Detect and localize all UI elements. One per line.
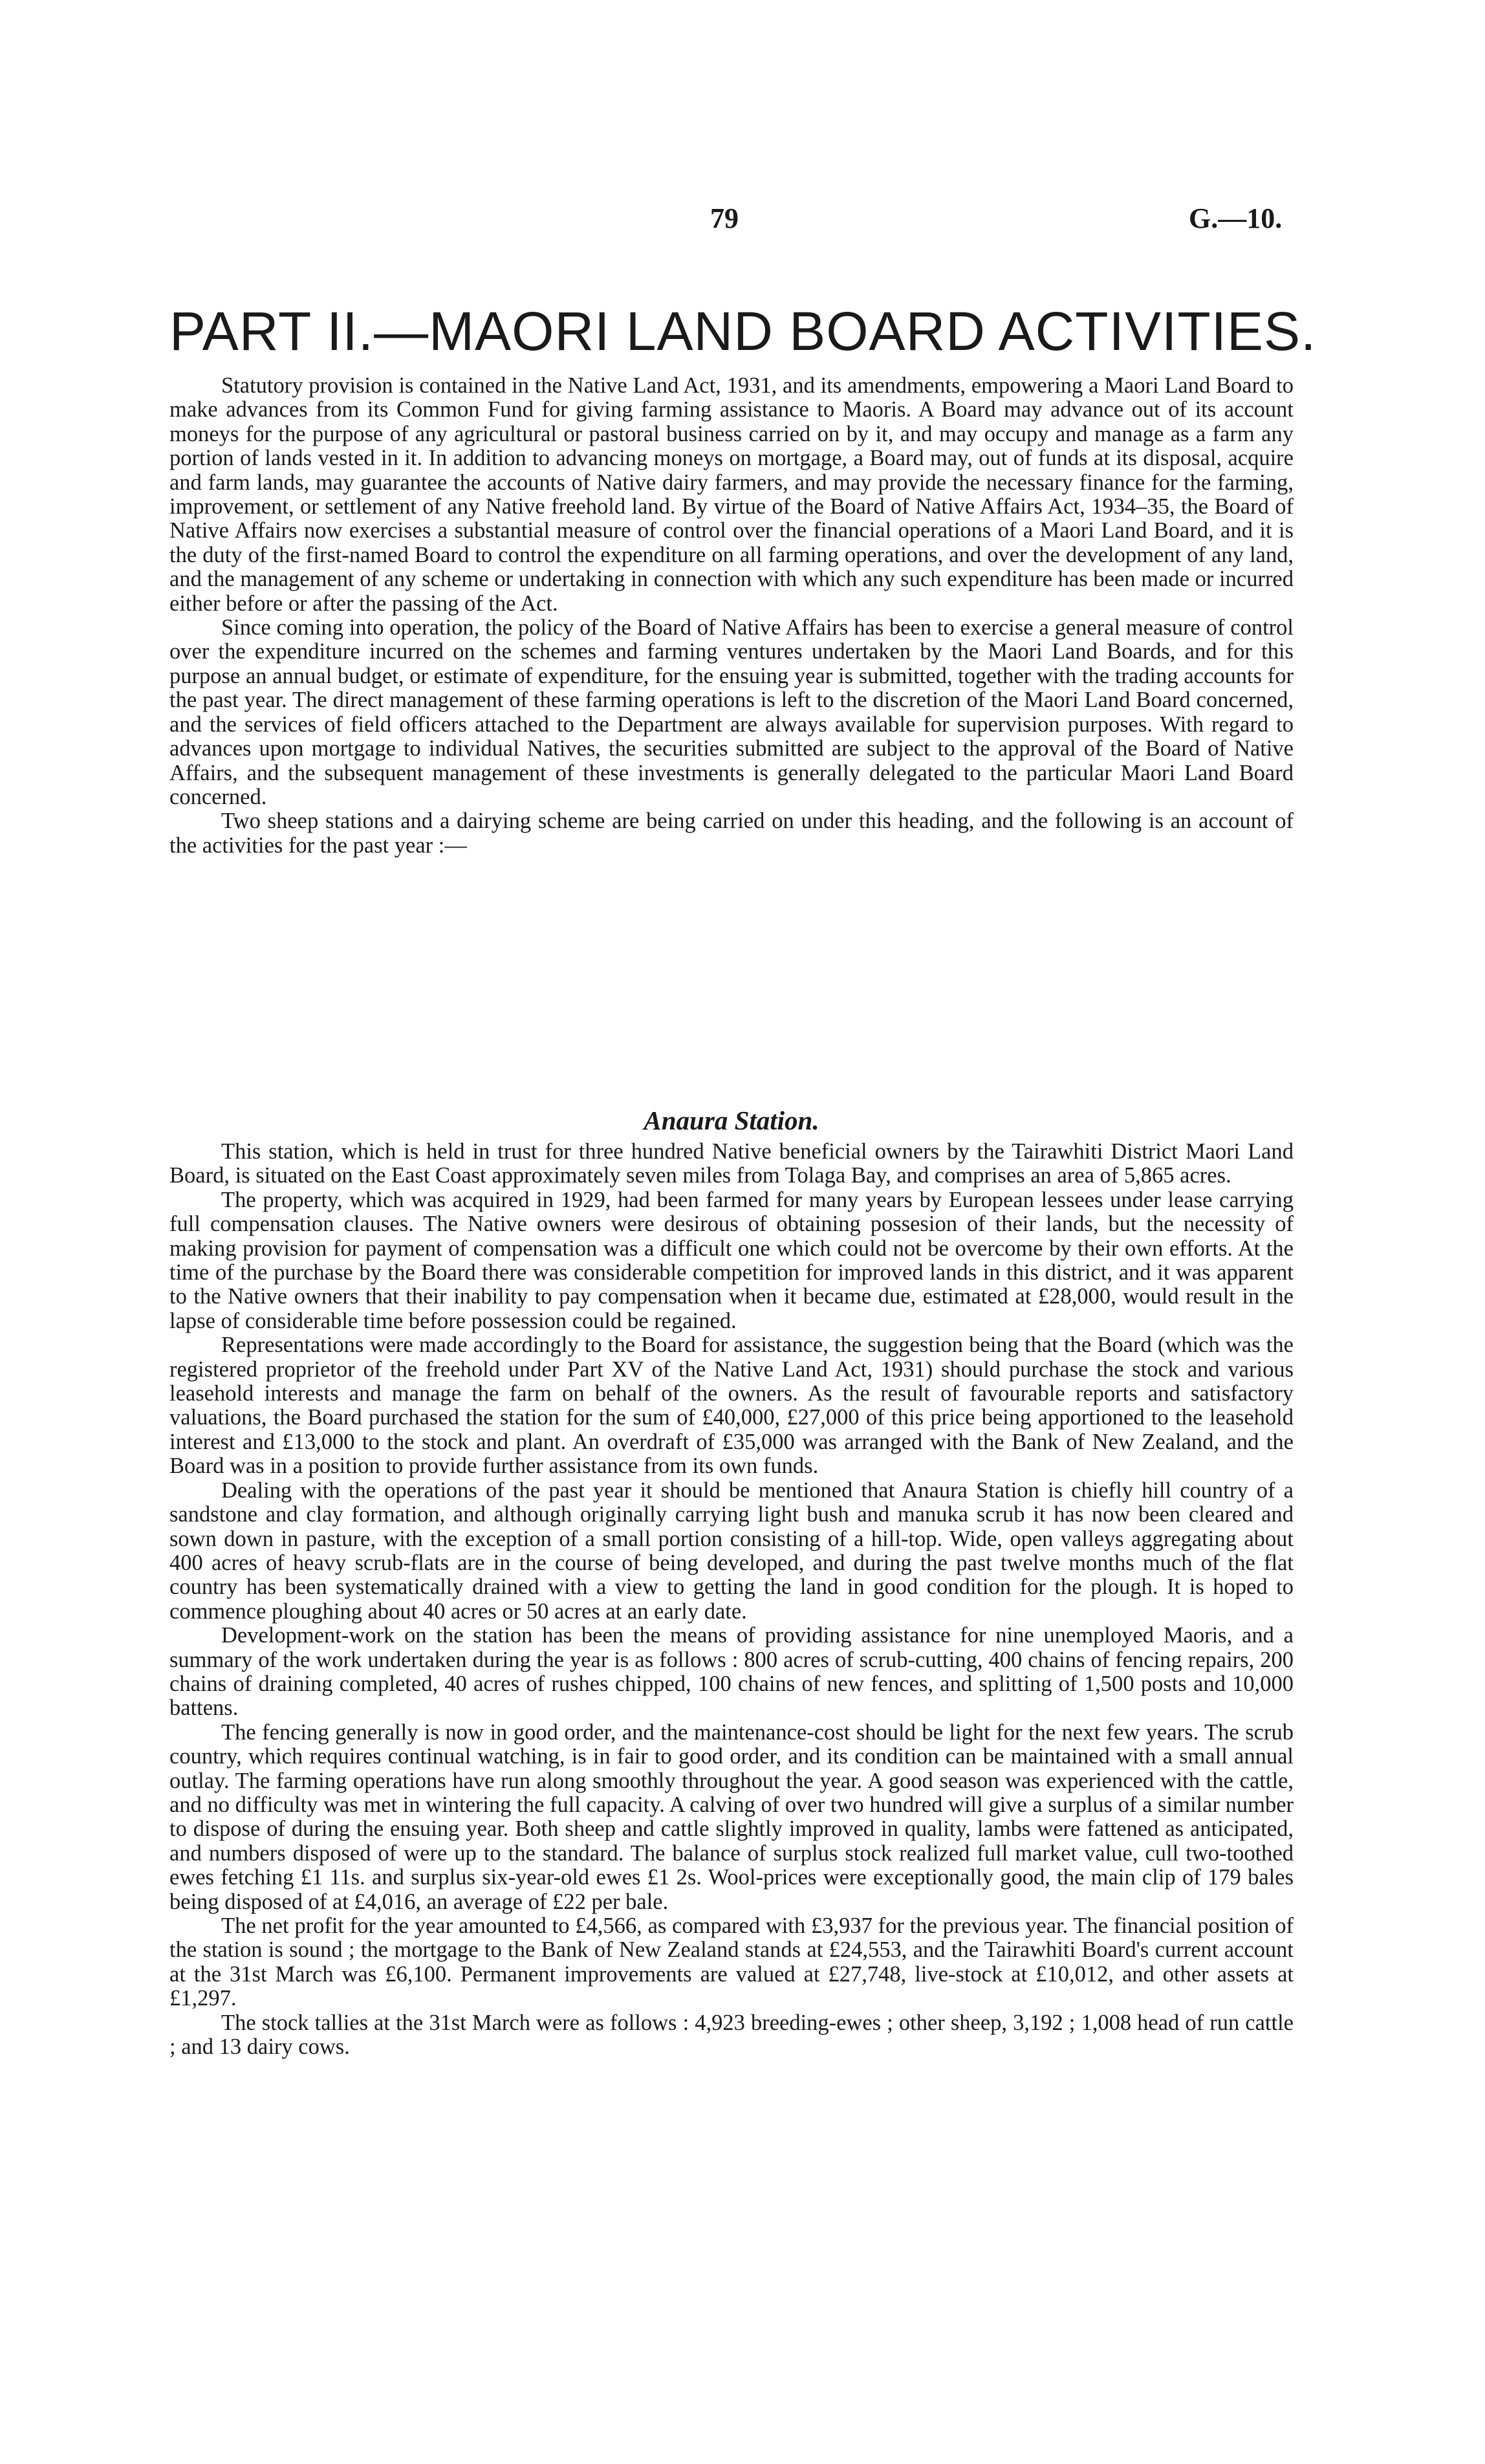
page-header	[0, 202, 1485, 247]
station-paragraph-8: The stock tallies at the 31st March were as follows : 4,923 breeding-ewes ; other sheep, 3,192 ; 1,008 head of run cattle ; and 13 dairy cows.	[169, 2010, 1294, 2060]
station-paragraph-5: Development-work on the station has been the means of providing assistance for nine unemployed Maoris, and a summary of the work undertaken during the year is as follows : 800 acres of scrub-cutting, 400 chains of fencing repairs, 200 chains of draining completed, 40 acres of rushes chipped, 100 chains of new fences, and splitting of 1,500 posts and 10,000 battens.	[169, 1623, 1294, 1721]
intro-paragraph-2: Since coming into operation, the policy of the Board of Native Affairs has been to exercise a general measure of control over the expenditure incurred on the schemes and farming ventures undertaken by the Maori Land Boards, and for this purpose an annual budget, or estimate of expenditure, for the ensuing year is submitted, together with the trading accounts for the past year. The direct management of these farming operations is left to the discretion of the Maori Land Board concerned, and the services of field officers attached to the Department are always available for supervision purposes. With regard to advances upon mortgage to individual Natives, the securities submitted are subject to the approval of the Board of Native Affairs, and the subsequent management of these investments is generally delegated to the particular Maori Land Board concerned.	[169, 615, 1294, 809]
station-paragraph-2: The property, which was acquired in 1929, had been farmed for many years by European lessees under lease carrying full compensation clauses. The Native owners were desirous of obtaining possesion of their lands, but the necessity of making provision for payment of compensation was a difficult one which could not be overcome by their own efforts. At the time of the purchase by the Board there was considerable competition for improved lands in this district, and it was apparent to the Native owners that their inability to pay compensation when it became due, estimated at £28,000, would result in the lapse of considerable time before possession could be regained.	[169, 1187, 1294, 1333]
station-paragraph-7: The net profit for the year amounted to £4,566, as compared with £3,937 for the previous year. The financial position of the station is sound ; the mortgage to the Bank of New Zealand stands at £24,553, and the Tairawhiti Board's current account at the 31st March was £6,100. Permanent improvements are valued at £27,748, live-stock at £10,012, and other assets at £1,297.	[169, 1913, 1294, 2011]
station-paragraph-1: This station, which is held in trust for three hundred Native beneficial owners by the Tairawhiti District Maori Land Board, is situated on the East Coast approximately seven miles from Tolaga Bay, and comprises an area of 5,865 acres.	[169, 1139, 1294, 1188]
intro-paragraph-1: Statutory provision is contained in the Native Land Act, 1931, and its amendments, empowering a Maori Land Board to make advances from its Common Fund for giving farming assistance to Maoris. A Board may advance out of its account moneys for the purpose of any agricultural or pastoral business carried on by it, and may occupy and manage as a farm any portion of lands vested in it. In addition to advancing moneys on mortgage, a Board may, out of funds at its disposal, acquire and farm lands, may guarantee the accounts of Native dairy farmers, and may provide the necessary finance for the farming, improvement, or settlement of any Native freehold land. By virtue of the Board of Native Affairs Act, 1934–35, the Board of Native Affairs now exercises a substantial measure of control over the financial operations of a Maori Land Board, and it is the duty of the first-named Board to control the expenditure on all farming operations, and over the development of any land, and the management of any scheme or undertaking in connection with which any such expenditure has been made or incurred either before or after the passing of the Act.	[169, 373, 1294, 616]
intro-section	[169, 374, 1294, 858]
part-title: PART II.—MAORI LAND BOARD ACTIVITIES.	[169, 301, 1317, 362]
station-paragraph-6: The fencing generally is now in good order, and the maintenance-cost should be light for the next few years. The scrub country, which requires continual watching, is in fair to good order, and its condition can be maintained with a small annual outlay. The farming operations have run along smoothly throughout the year. A good season was experienced with the cattle, and no difficulty was met in wintering the full capacity. A calving of over two hundred will give a surplus of a similar number to dispose of during the ensuing year. Both sheep and cattle slightly improved in quality, lambs were fattened as anticipated, and numbers disposed of were up to the standard. The balance of surplus stock realized full market value, cull two-toothed ewes fetching £1 11s. and surplus six-year-old ewes £1 2s. Wool-prices were exceptionally good, the main clip of 179 bales being disposed of at £4,016, an average of £22 per bale.	[169, 1719, 1294, 1914]
anaura-station-section	[169, 1104, 1294, 2059]
station-paragraph-4: Dealing with the operations of the past year it should be mentioned that Anaura Station is chiefly hill country of a sandstone and clay formation, and although originally carrying light bush and manuka scrub it has now been cleared and sown down in pasture, with the exception of a small portion consisting of a hill-top. Wide, open valleys aggregating about 400 acres of heavy scrub-flats are in the course of being developed, and during the past twelve months much of the flat country has been systematically drained with a view to getting the land in good condition for the plough. It is hoped to commence ploughing about 40 acres or 50 acres at an early date.	[169, 1477, 1294, 1624]
station-paragraph-3: Representations were made accordingly to the Board for assistance, the suggestion being that the Board (which was the registered proprietor of the freehold under Part XV of the Native Land Act, 1931) should purchase the stock and various leasehold interests and manage the farm on behalf of the owners. As the result of favourable reports and satisfactory valuations, the Board purchased the station for the sum of £40,000, £27,000 of this price being apportioned to the leasehold interest and £13,000 to the stock and plant. An overdraft of £35,000 was arranged with the Bank of New Zealand, and the Board was in a position to provide further assistance from its own funds.	[169, 1333, 1294, 1479]
section-heading: Anaura Station.	[644, 1106, 819, 1135]
intro-paragraph-3: Two sheep stations and a dairying scheme are being carried on under this heading, and the following is an account of the activities for the past year :—	[169, 809, 1294, 858]
document-reference: G.—10.	[1189, 202, 1283, 234]
page-number: 79	[710, 202, 739, 234]
